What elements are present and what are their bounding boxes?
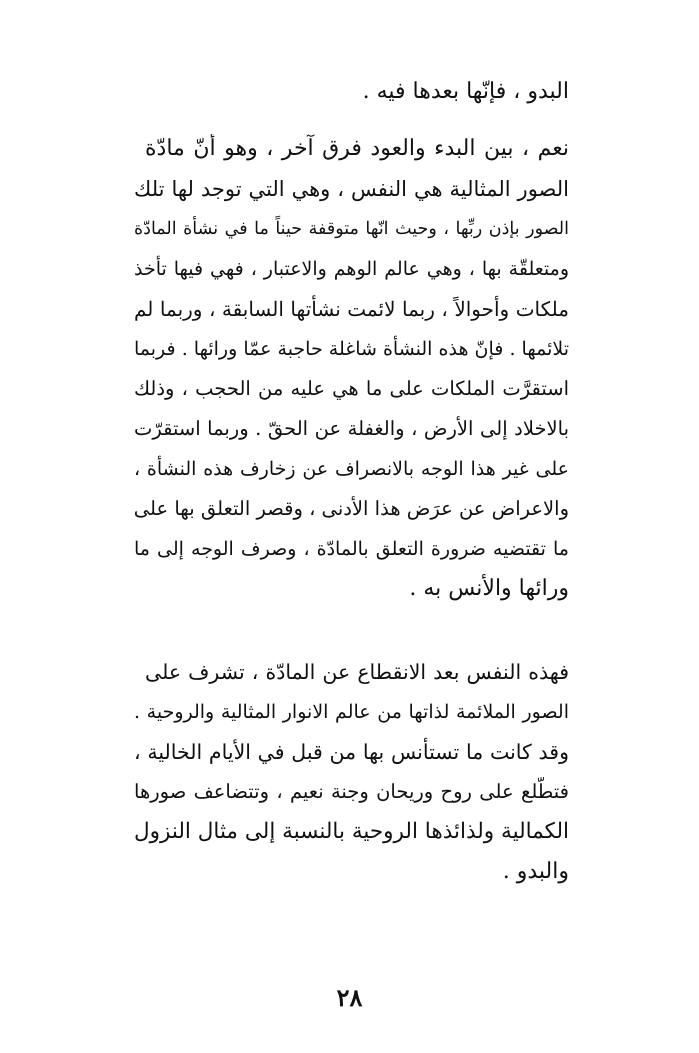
text-line: بالاخلاد إلى الأرض ، والغفلة عن الحقّ . وربما استقرّت [134,417,569,440]
text-line: وقد كانت ما تستأنس بها من قبل في الأيام الخالية ، [134,740,569,764]
text-line: والاعراض عن عرَض هذا الأدنى ، وقصر التعلق بها على [134,497,569,520]
text-line: الصور المثالية هي النفس ، وهي التي توجد لها تلك [134,177,569,201]
text-line: فهذه النفس بعد الانقطاع عن المادّة ، تشرف على [145,660,569,684]
text-line: الكمالية ولذائذها الروحية بالنسبة إلى مثال النزول [134,819,569,844]
text-line: فتطّلع على روح وريحان وجنة نعيم ، وتتضاعف صورها [134,780,569,803]
text-line: نعم ، بين البدء والعود فرق آخر ، وهو أنّ مادّة [145,136,569,161]
text-line: الصور بإذن ربِّها ، وحيث انّها متوقفة حيناً ما في نشأة المادّة [134,219,569,239]
text-line: على غير هذا الوجه بالانصراف عن زخارف هذه النشأة ، [134,458,569,480]
text-line: البدو ، فإنّها بعدها فيه . [362,79,569,104]
text-line: والبدو . [502,859,569,884]
text-line: ملكات وأحوالاً ، ربما لائمت نشأتها السابقة ، وربما لم [134,297,569,321]
text-line: ومتعلقّة بها ، وهي عالم الوهم والاعتبار ، فهي فيها تأخذ [134,258,569,280]
text-line: تلائمها . فإنّ هذه النشأة شاغلة حاجبة عمّا ورائها . فربما [134,338,569,360]
text-line: ورائها والأنس به . [409,576,569,601]
page-number: ٢٨ [336,983,363,1012]
text-line: ما تقتضيه ضرورة التعلق بالمادّة ، وصرف الوجه إلى ما [134,538,569,560]
text-line: استقرَّت الملكات على ما هي عليه من الحجب ، وذلك [134,377,569,400]
text-line: الصور الملائمة لذاتها من عالم الانوار المثالية والروحية . [134,701,569,723]
